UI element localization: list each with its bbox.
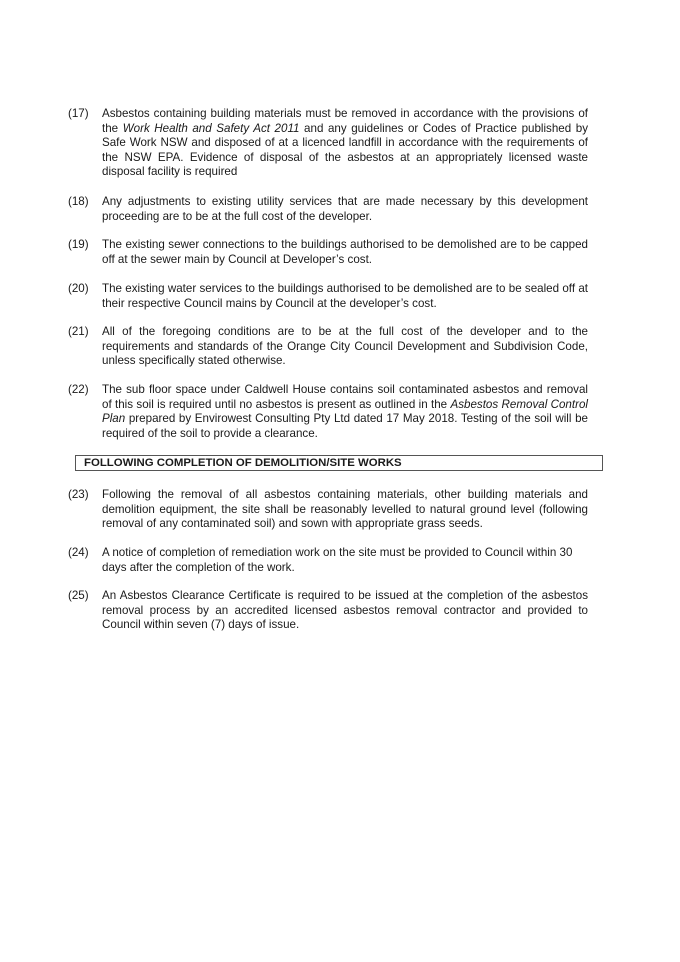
condition-number: (20) [68, 282, 89, 295]
condition-21 [68, 325, 588, 369]
condition-24 [68, 546, 588, 575]
condition-25 [68, 589, 588, 633]
condition-23 [68, 488, 588, 532]
condition-text: The existing water services to the buildings authorised to be demolished are to be sealed off at their respective Council mains by Council at the developer’s cost. [102, 282, 588, 310]
act-title: Work Health and Safety Act 2011 [122, 121, 300, 135]
condition-text: All of the foregoing conditions are to be at the full cost of the developer and to the requirements and standards of the Orange City Council Development and Subdivision Code, unless specifically stated otherwise. [102, 325, 588, 368]
condition-number: (18) [68, 195, 89, 208]
plan-title: Asbestos Removal Control Plan [102, 397, 588, 426]
condition-text: The existing sewer connections to the buildings authorised to be demolished are to be capped off at the sewer main by Council at Developer’s cost. [102, 238, 588, 266]
condition-number: (17) [68, 107, 89, 120]
condition-19 [68, 238, 588, 267]
condition-18 [68, 195, 588, 224]
condition-text: Following the removal of all asbestos containing materials, other building materials and demolition equipment, the site shall be reasonably levelled to natural ground level (following removal of any contaminated soil) and sown with appropriate grass seeds. [102, 488, 588, 531]
condition-number: (25) [68, 589, 89, 602]
condition-text: The sub floor space under Caldwell House contains soil contaminated asbestos and removal of this soil is required until no asbestos is present as outlined in the Asbestos Removal Control Plan prepared by Envirowest Consulting Pty Ltd dated 17 May 2018. Testing of the soil will be required of the soil to provide a clearance. [102, 383, 588, 440]
condition-number: (24) [68, 546, 89, 559]
condition-number: (21) [68, 325, 89, 338]
condition-text: Asbestos containing building materials must be removed in accordance with the provisions of the Work Health and Safety Act 2011 and any guidelines or Codes of Practice published by Safe Work NSW and disposed of at a licenced landfill in accordance with the requirements of the NSW EPA. Evidence of disposal of the asbestos at an appropriately licensed waste disposal facility is required [102, 107, 588, 179]
condition-text: Any adjustments to existing utility services that are made necessary by this development proceeding are to be at the full cost of the developer. [102, 195, 588, 223]
section-heading: FOLLOWING COMPLETION OF DEMOLITION/SITE WORKS [75, 455, 603, 471]
condition-number: (19) [68, 238, 89, 251]
condition-text: A notice of completion of remediation work on the site must be provided to Council within 30 days after the completion of the work. [102, 546, 573, 574]
condition-number: (23) [68, 488, 89, 501]
condition-17 [68, 107, 588, 180]
condition-number: (22) [68, 383, 89, 396]
condition-20 [68, 282, 588, 311]
condition-22 [68, 383, 588, 441]
condition-text: An Asbestos Clearance Certificate is required to be issued at the completion of the asbestos removal process by an accredited licensed asbestos removal contractor and provided to Council within seven (7) days of issue. [102, 589, 588, 632]
